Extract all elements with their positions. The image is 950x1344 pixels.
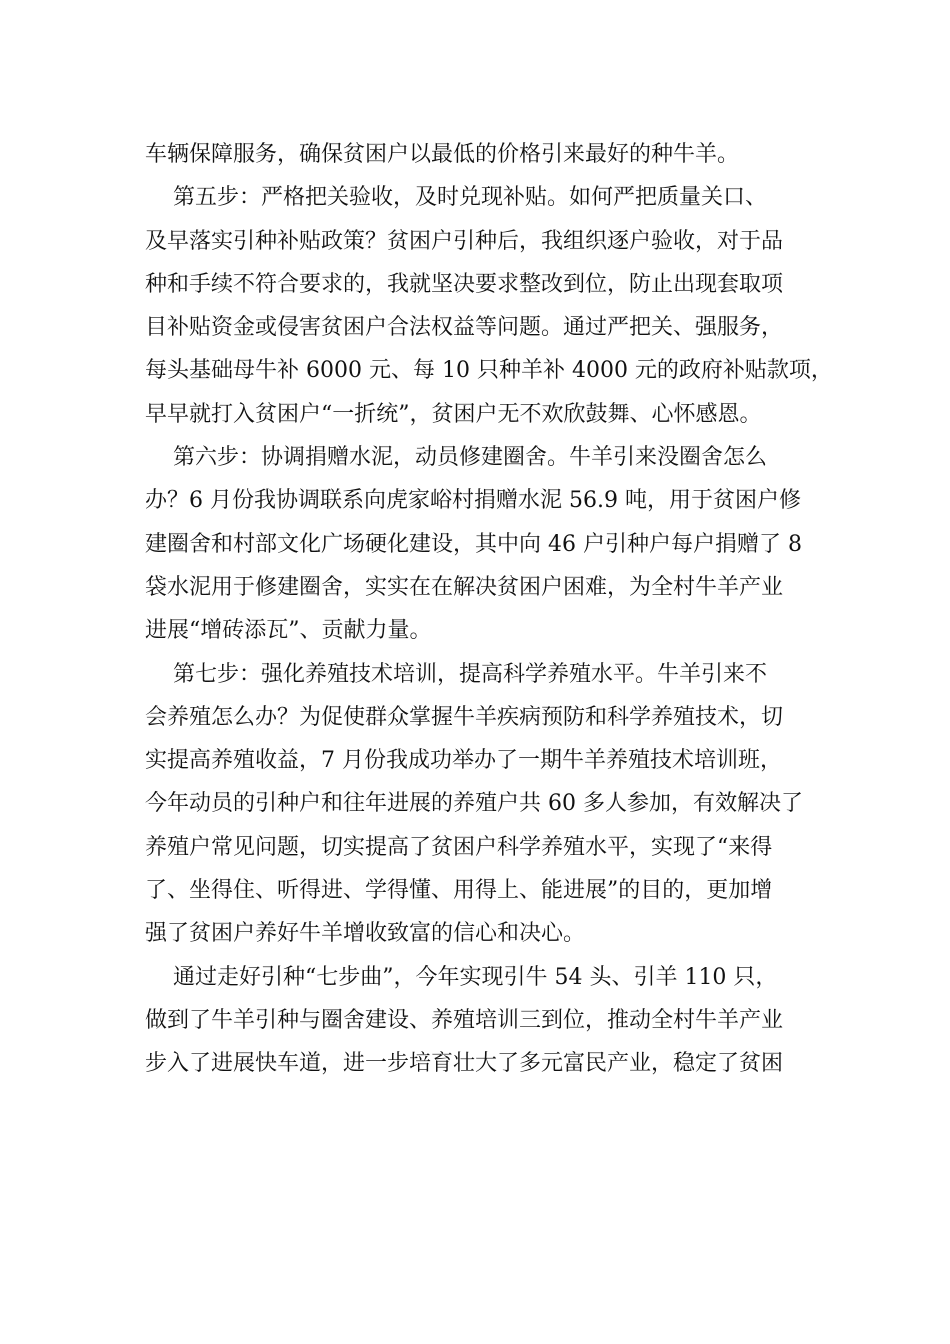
text-line: 及早落实引种补贴政策？贫困户引种后，我组织逐户验收，对于品 [145, 228, 784, 254]
text-line: 做到了牛羊引种与圈舍建设、养殖培训三到位，推动全村牛羊产业 [145, 1007, 784, 1033]
text-line: 办？6 月份我协调联系向虎家峪村捐赠水泥 56.9 吨，用于贫困户修 [145, 488, 801, 514]
text-line: 通过走好引种“七步曲”，今年实现引牛 54 头、引羊 110 只， [145, 964, 778, 990]
text-line: 种和手续不符合要求的，我就坚决要求整改到位，防止出现套取项 [145, 271, 784, 297]
text-line: 步入了进展快车道，进一步培育壮大了多元富民产业，稳定了贫困 [145, 1051, 784, 1077]
text-line: 车辆保障服务，确保贫困户以最低的价格引来最好的种牛羊。 [145, 142, 740, 167]
text-line: 袋水泥用于修建圈舍，实实在在解决贫困户困难，为全村牛羊产业 [145, 574, 784, 600]
text-line: 强了贫困户养好牛羊增收致富的信心和决心。 [145, 921, 586, 947]
text-line: 实提高养殖收益，7 月份我成功举办了一期牛羊养殖技术培训班， [145, 748, 782, 774]
text-line: 第六步：协调捐赠水泥，动员修建圈舍。牛羊引来没圈舍怎么 [145, 445, 767, 471]
text-line: 第七步：强化养殖技术培训，提高科学养殖水平。牛羊引来不 [145, 661, 767, 687]
text-line: 养殖户常见问题，切实提高了贫困户科学养殖水平，实现了“来得 [145, 834, 773, 860]
text-line: 今年动员的引种户和往年进展的养殖户共 60 多人参加，有效解决了 [145, 791, 803, 817]
document-body [145, 133, 833, 1086]
text-line: 第五步：严格把关验收，及时兑现补贴。如何严把质量关口、 [145, 185, 767, 211]
text-line: 目补贴资金或侵害贫困户合法权益等问题。通过严把关、强服务， [145, 315, 784, 341]
text-line: 会养殖怎么办？为促使群众掌握牛羊疾病预防和科学养殖技术，切 [145, 704, 784, 730]
text-line: 了、坐得住、听得进、学得懂、用得上、能进展”的目的，更加增 [145, 878, 773, 904]
text-line: 进展“增砖添瓦”、贡献力量。 [145, 618, 432, 644]
text-line: 每头基础母牛补 6000 元、每 10 只种羊补 4000 元的政府补贴款项， [145, 358, 833, 384]
text-line: 早早就打入贫困户“一折统”，贫困户无不欢欣鼓舞、心怀感恩。 [145, 401, 762, 427]
text-line: 建圈舍和村部文化广场硬化建设，其中向 46 户引种户每户捐赠了 8 [145, 531, 802, 557]
